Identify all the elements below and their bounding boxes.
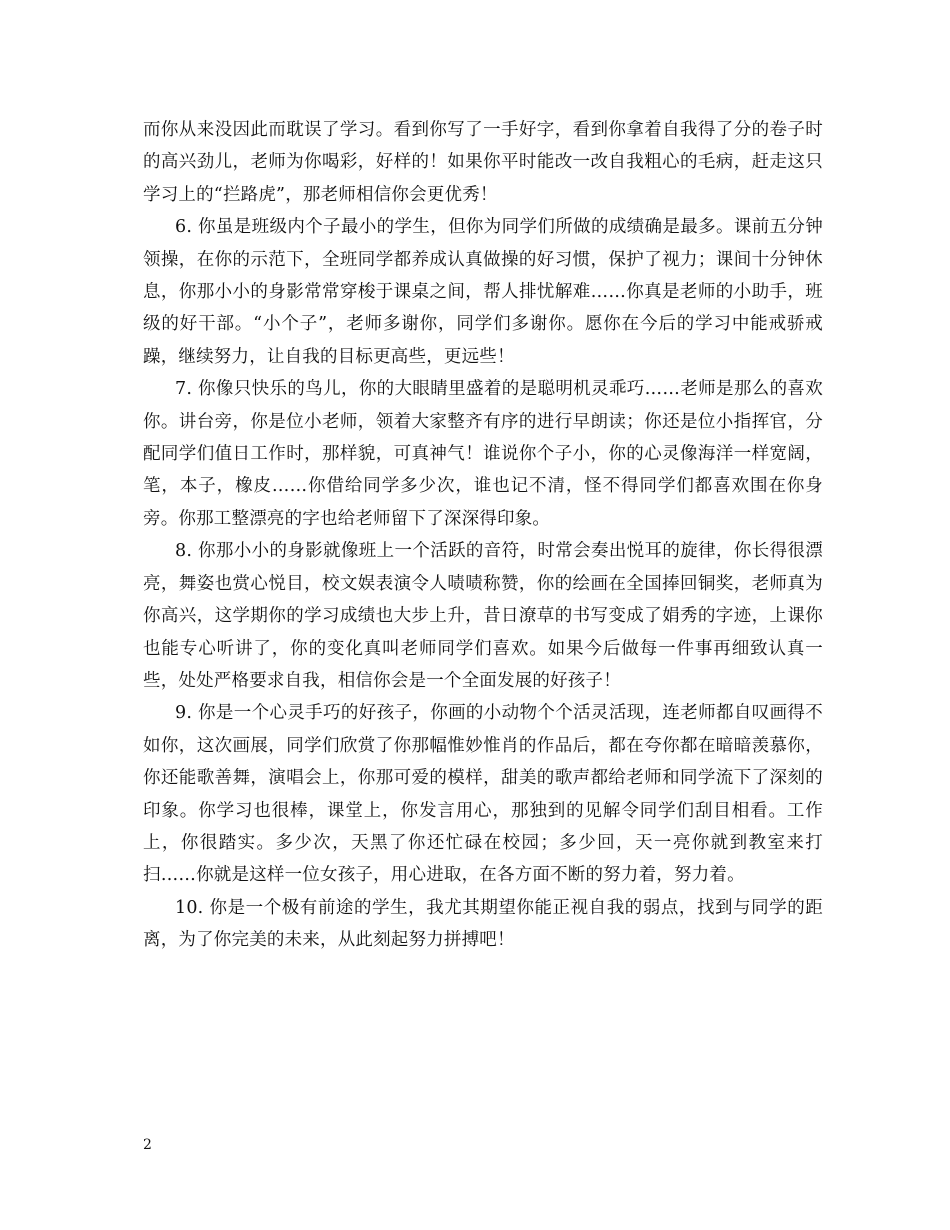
paragraph-item-9: 9. 你是一个心灵手巧的好孩子，你画的小动物个个活灵活现，连老师都自叹画得不如你，这次画展，同学们欣赏了你那幅惟妙惟肖的作品后，都在夸你都在暗暗羡慕你，你还能歌善舞，演唱会上，你那可爱的模样，甜美的歌声都给老师和同学流下了深刻的印象。你学习也很棒，课堂上，你发言用心，那独到的见解令同学们刮目相看。工作上，你很踏实。多少次，天黑了你还忙碌在校园；多少回，天一亮你就到教室来打扫……你就是这样一位女孩子，用心进取，在各方面不断的努力着，努力着。: [143, 703, 823, 886]
document-body: [143, 114, 823, 957]
paragraph-continuation: 而你从来没因此而耽误了学习。看到你写了一手好字，看到你拿着自我得了分的卷子时的高兴劲儿，老师为你喝彩，好样的！如果你平时能改一改自我粗心的毛病，赶走这只学习上的“拦路虎”，那老师相信你会更优秀！: [143, 120, 823, 205]
paragraph-item-6: 6. 你虽是班级内个子最小的学生，但你为同学们所做的成绩确是最多。课前五分钟领操，在你的示范下，全班同学都养成认真做操的好习惯，保护了视力；课间十分钟休息，你那小小的身影常常穿梭于课桌之间，帮人排忧解难……你真是老师的小助手，班级的好干部。“小个子”，老师多谢你，同学们多谢你。愿你在今后的学习中能戒骄戒躁，继续努力，让自我的目标更高些，更远些！: [143, 217, 823, 367]
paragraph-item-8: 8. 你那小小的身影就像班上一个活跃的音符，时常会奏出悦耳的旋律，你长得很漂亮，舞姿也赏心悦目，校文娱表演令人啧啧称赞，你的绘画在全国捧回铜奖，老师真为你高兴，这学期你的学习成绩也大步上升，昔日潦草的书写变成了娟秀的字迹，上课你也能专心听讲了，你的变化真叫老师同学们喜欢。如果今后做每一件事再细致认真一些，处处严格要求自我，相信你会是一个全面发展的好孩子！: [143, 541, 823, 691]
paragraph-item-10: 10. 你是一个极有前途的学生，我尤其期望你能正视自我的弱点，找到与同学的距离，为了你完美的未来，从此刻起努力拼搏吧！: [143, 897, 823, 951]
paragraph-item-7: 7. 你像只快乐的鸟儿，你的大眼睛里盛着的是聪明机灵乖巧……老师是那么的喜欢你。讲台旁，你是位小老师，领着大家整齐有序的进行早朗读；你还是位小指挥官，分配同学们值日工作时，那样貌，可真神气！谁说你个子小，你的心灵像海洋一样宽阔，笔，本子，橡皮……你借给同学多少次，谁也记不清，怪不得同学们都喜欢围在你身旁。你那工整漂亮的字也给老师留下了深深得印象。: [143, 379, 823, 529]
page-number: 2: [143, 1137, 152, 1153]
